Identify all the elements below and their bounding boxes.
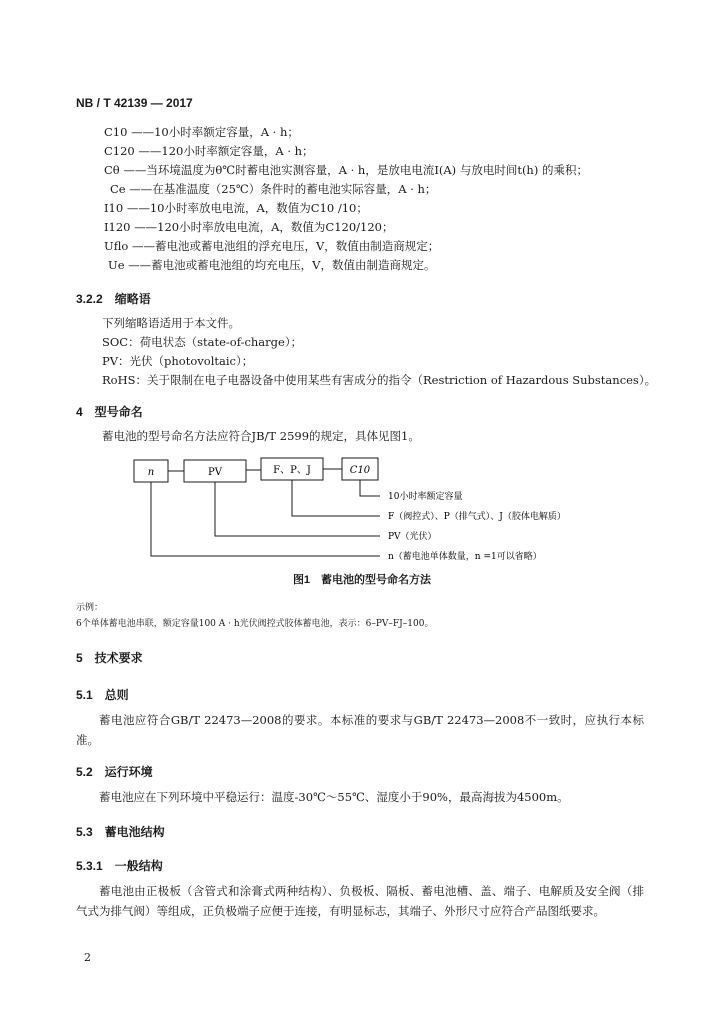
example-text: 6个单体蓄电池串联，额定容量100 A · h光伏阀控式胶体蓄电池，表示：6–PV–FJ–100。 xyxy=(76,619,434,629)
symbol-i120: I120 ——120小时率放电电流，A，数值为C120/120； xyxy=(104,220,394,234)
box-c10-label: C10 xyxy=(349,465,371,476)
section-5-3-title: 5.3 蓄电池结构 xyxy=(76,825,165,839)
document-code: NB / T 42139 — 2017 xyxy=(76,96,193,110)
figure-caption: 图1 蓄电池的型号命名方法 xyxy=(292,574,432,586)
leader-fpj xyxy=(292,480,380,516)
symbol-c120: C120 ——120小时率额定容量，A · h； xyxy=(104,144,314,158)
leader-pv xyxy=(215,482,380,536)
box-pv-label: PV xyxy=(208,467,222,478)
section-5-2-title: 5.2 运行环境 xyxy=(76,765,153,779)
abbrev-soc: SOC：荷电状态（state-of-charge）； xyxy=(102,335,303,349)
abbrev-rohs: RoHS：关于限制在电子电器设备中使用某些有害成分的指令（Restriction of Hazardous Substances）。 xyxy=(102,373,657,387)
section-5-title: 5 技术要求 xyxy=(76,651,143,665)
symbol-uflo: Uflo ——蓄电池或蓄电池组的浮充电压，V，数值由制造商规定； xyxy=(104,239,440,253)
label-fpj: F（阀控式）、P（排气式）、J（胶体电解质） xyxy=(388,512,566,522)
box-n-label: n xyxy=(147,467,155,478)
section-4-text: 蓄电池的型号命名方法应符合JB/T 2599的规定，具体见图1。 xyxy=(102,429,420,443)
abbrev-intro: 下列缩略语适用于本文件。 xyxy=(102,316,240,330)
symbol-ue: Ue ——蓄电池或蓄电池组的均充电压，V，数值由制造商规定。 xyxy=(108,258,436,272)
symbol-ce: Ce ——在基准温度（25℃）条件时的蓄电池实际容量，A · h； xyxy=(110,182,437,196)
symbol-i10: I10 ——10小时率放电电流，A，数值为C10 /10； xyxy=(104,201,368,215)
section-5-1-text: 蓄电池应符合GB/T 22473—2008的要求。本标准的要求与GB/T 22473—2008不一致时，应执行本标准。 xyxy=(76,713,644,747)
model-naming-diagram xyxy=(130,452,600,564)
section-5-3-1-text: 蓄电池由正极板（含管式和涂膏式两种结构）、负极板、隔板、蓄电池槽、盖、端子、电解质及安全阀（排气式为排气阀）等组成，正负极端子应便于连接，有明显标志，其端子、外形尺寸应符合产品图纸要求。 xyxy=(76,884,644,918)
label-pv: PV（光伏） xyxy=(388,532,437,542)
section-3-2-2-title: 3.2.2 缩略语 xyxy=(76,292,151,306)
section-4-title: 4 型号命名 xyxy=(76,405,143,419)
section-5-2-text: 蓄电池应在下列环境中平稳运行：温度-30℃～55℃、湿度小于90%，最高海拔为4500m。 xyxy=(99,790,569,804)
section-5-1-title: 5.1 总则 xyxy=(76,688,129,702)
symbol-ctheta: Cθ ——当环境温度为θ℃时蓄电池实测容量，A · h，是放电电流I(A) 与放电时间t(h) 的乘积； xyxy=(104,163,588,177)
symbol-c10: C10 ——10小时率额定容量，A · h； xyxy=(104,125,299,139)
section-5-3-1-title: 5.3.1 一般结构 xyxy=(76,859,163,873)
box-fpj-label: F、P、J xyxy=(273,465,311,476)
example-label: 示例： xyxy=(76,602,104,612)
label-n: n（蓄电池单体数量，n =1可以省略） xyxy=(388,552,542,562)
label-c10: 10小时率额定容量 xyxy=(388,492,463,502)
abbrev-pv: PV：光伏（photovoltaic）； xyxy=(102,354,254,368)
page-number: 2 xyxy=(84,951,91,964)
leader-c10 xyxy=(360,480,380,496)
leader-n xyxy=(151,482,380,556)
